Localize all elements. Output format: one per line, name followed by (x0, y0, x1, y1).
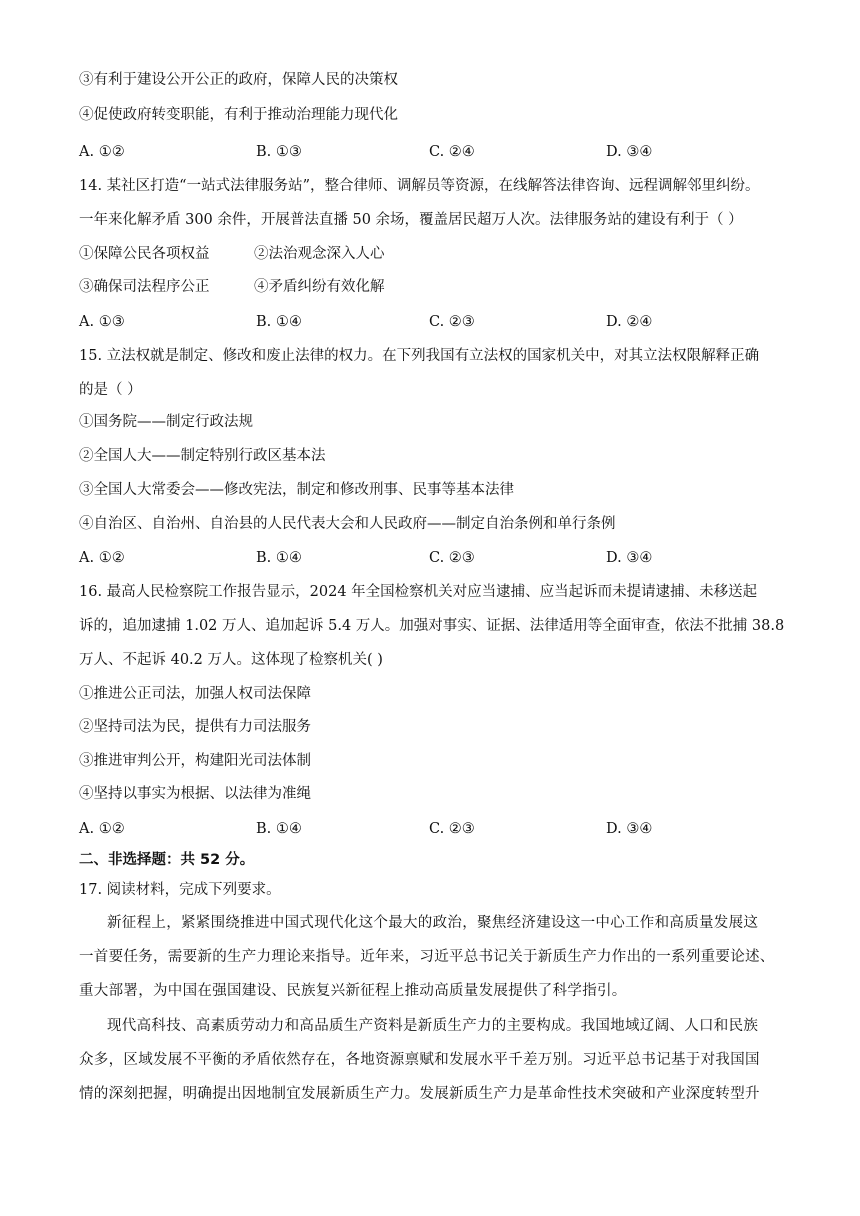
q15-option-b[interactable]: B. ①④ (256, 550, 302, 566)
q15-option-d[interactable]: D. ③④ (606, 550, 653, 566)
q14-statement-3: ③确保司法程序公正 (79, 279, 210, 295)
q16-stem-line-2: 诉的，追加逮捕 1.02 万人、追加起诉 5.4 万人。加强对事实、证据、法律适用等全面审查，依法不批捕 38.8 (79, 618, 785, 634)
q15-statement-3: ③全国人大常委会——修改宪法，制定和修改刑事、民事等基本法律 (79, 482, 514, 498)
q17-passage-2-line-2: 众多，区域发展不平衡的矛盾依然存在，各地资源禀赋和发展水平千差万别。习近平总书记基于对我国国 (79, 1052, 760, 1068)
q14-statement-2: ②法治观念深入人心 (254, 246, 385, 262)
q14-statements-row-1 (79, 244, 479, 264)
q14-stem-line-1: 14. 某社区打造“一站式法律服务站”，整合律师、调解员等资源，在线解答法律咨询、远程调解邻里纠纷。 (79, 178, 760, 194)
q16-stem-line-1: 16. 最高人民检察院工作报告显示，2024 年全国检察机关对应当逮捕、应当起诉而未提请逮捕、未移送起 (79, 584, 758, 600)
q16-option-b[interactable]: B. ①④ (256, 821, 302, 837)
q14-statement-1: ①保障公民各项权益 (79, 246, 210, 262)
q14-option-b[interactable]: B. ①④ (256, 314, 302, 330)
q16-statement-2: ②坚持司法为民，提供有力司法服务 (79, 719, 311, 735)
q16-statement-3: ③推进审判公开，构建阳光司法体制 (79, 753, 311, 769)
q17-passage-1-line-3: 重大部署，为中国在强国建设、民族复兴新征程上推动高质量发展提供了科学指引。 (79, 983, 627, 999)
q16-options (79, 819, 779, 839)
q17-intro: 17. 阅读材料，完成下列要求。 (79, 882, 281, 898)
q14-option-d[interactable]: D. ②④ (606, 314, 653, 330)
q15-option-a[interactable]: A. ①② (79, 550, 125, 566)
q17-passage-1-line-1: 新征程上，紧紧围绕推进中国式现代化这个最大的政治，聚焦经济建设这一中心工作和高质量发展这 (107, 915, 759, 931)
q17-passage-2-line-1: 现代高科技、高素质劳动力和高品质生产资料是新质生产力的主要构成。我国地域辽阔、人口和民族 (107, 1018, 759, 1034)
q14-option-a[interactable]: A. ①③ (79, 314, 125, 330)
q16-statement-1: ①推进公正司法，加强人权司法保障 (79, 686, 311, 702)
q13-option-c[interactable]: C. ②④ (429, 144, 475, 160)
q13-statement-3: ③有利于建设公开公正的政府，保障人民的决策权 (79, 72, 398, 88)
q16-statement-4: ④坚持以事实为根据、以法律为准绳 (79, 786, 311, 802)
q13-option-b[interactable]: B. ①③ (256, 144, 302, 160)
q16-option-d[interactable]: D. ③④ (606, 821, 653, 837)
q13-statement-4: ④促使政府转变职能，有利于推动治理能力现代化 (79, 107, 398, 123)
q15-stem-line-2: 的是（ ） (79, 382, 142, 398)
section-2-heading: 二、非选择题：共 52 分。 (79, 852, 255, 868)
q17-passage-2-line-3: 情的深刻把握，明确提出因地制宜发展新质生产力。发展新质生产力是革命性技术突破和产业深度转型升 (79, 1086, 760, 1102)
q14-option-c[interactable]: C. ②③ (429, 314, 475, 330)
q15-statement-4: ④自治区、自治州、自治县的人民代表大会和人民政府——制定自治条例和单行条例 (79, 516, 616, 532)
q13-option-a[interactable]: A. ①② (79, 144, 125, 160)
q13-options (79, 142, 779, 162)
q13-option-d[interactable]: D. ③④ (606, 144, 653, 160)
q14-statement-4: ④矛盾纠纷有效化解 (254, 279, 385, 295)
q16-stem-line-3: 万人、不起诉 40.2 万人。这体现了检察机关( ) (79, 652, 383, 668)
q16-option-a[interactable]: A. ①② (79, 821, 125, 837)
q14-statements-row-2 (79, 277, 479, 297)
q15-options (79, 548, 779, 568)
q14-options (79, 312, 779, 332)
q14-stem-line-2: 一年来化解矛盾 300 余件，开展普法直播 50 余场，覆盖居民超万人次。法律服务站的建设有利于（ ） (79, 212, 743, 228)
q15-option-c[interactable]: C. ②③ (429, 550, 475, 566)
q16-option-c[interactable]: C. ②③ (429, 821, 475, 837)
q15-statement-1: ①国务院——制定行政法规 (79, 414, 253, 430)
q15-stem-line-1: 15. 立法权就是制定、修改和废止法律的权力。在下列我国有立法权的国家机关中，对其立法权限解释正确 (79, 348, 760, 364)
q17-passage-1-line-2: 一首要任务，需要新的生产力理论来指导。近年来，习近平总书记关于新质生产力作出的一系列重要论述、 (79, 949, 775, 965)
q15-statement-2: ②全国人大——制定特别行政区基本法 (79, 448, 326, 464)
